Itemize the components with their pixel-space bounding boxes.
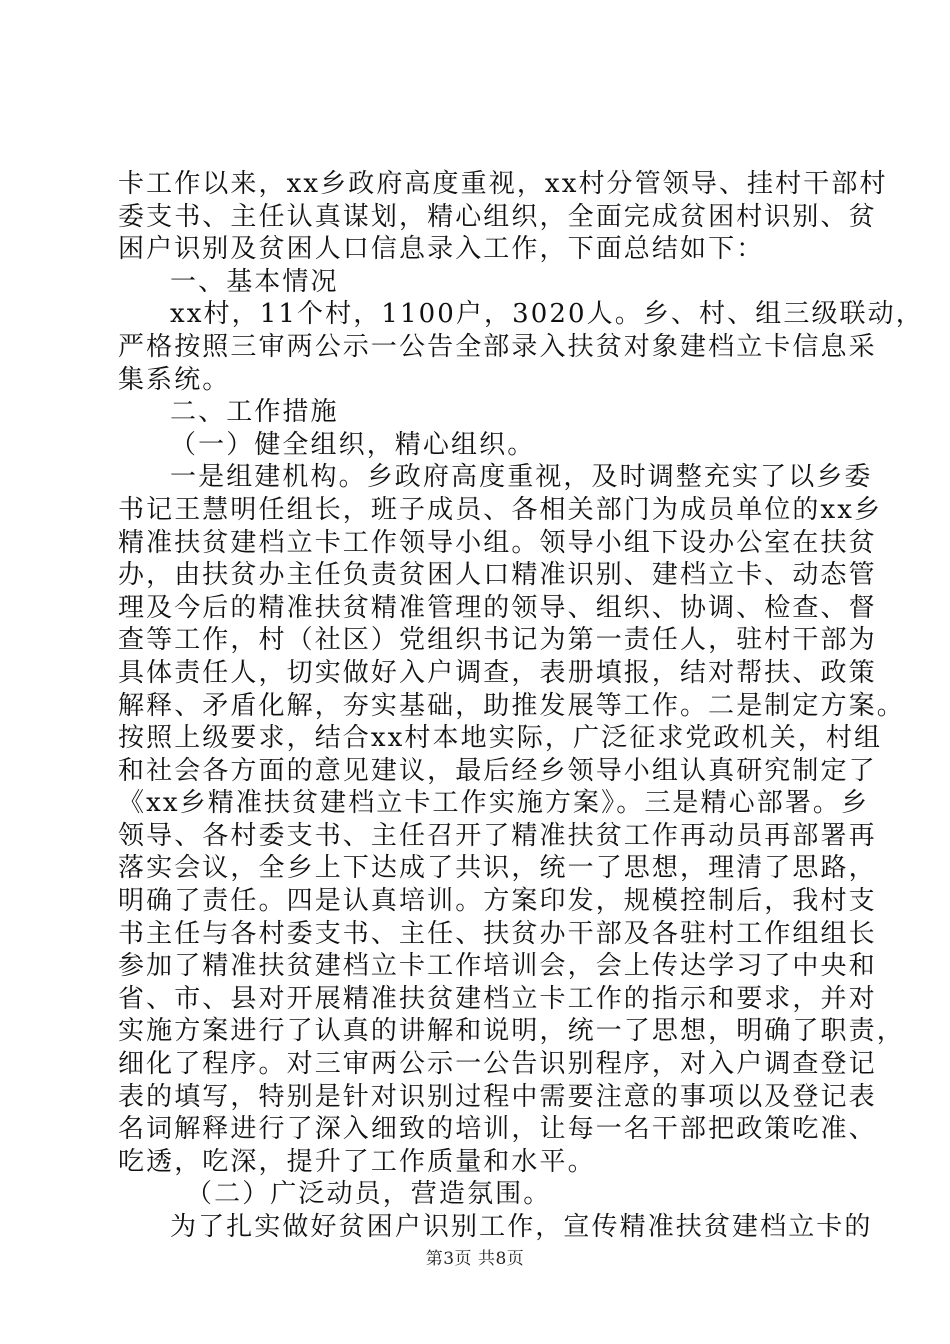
page-footer: 第3页 共8页 [425, 1249, 525, 1269]
body-line: 按照上级要求，结合xx村本地实际，广泛征求党政机关，村组 [118, 723, 883, 754]
body-line: 办，由扶贫办主任负责贫困人口精准识别、建档立卡、动态管 [118, 560, 877, 591]
body-line: 细化了程序。对三审两公示一公告识别程序，对入户调查登记 [118, 1049, 877, 1080]
body-line: 困户识别及贫困人口信息录入工作，下面总结如下： [118, 234, 765, 265]
body-line: 表的填写，特别是针对识别过程中需要注意的事项以及登记表 [118, 1081, 877, 1112]
body-line: 一、基本情况 [170, 266, 339, 297]
body-line: 领导、各村委支书、主任召开了精准扶贫工作再动员再部署再 [118, 820, 877, 851]
body-line: 省、市、县对开展精准扶贫建档立卡工作的指示和要求，并对 [118, 983, 877, 1014]
body-line: 《xx乡精准扶贫建档立卡工作实施方案》。三是精心部署。乡 [118, 788, 870, 819]
body-line: 书主任与各村委支书、主任、扶贫办干部及各驻村工作组组长 [118, 918, 877, 949]
body-line: xx村，11个村，1100户，3020人。乡、村、组三级联动， [170, 299, 924, 330]
body-line: 吃透，吃深，提升了工作质量和水平。 [118, 1146, 596, 1177]
body-line: 具体责任人，切实做好入户调查，表册填报，结对帮扶、政策 [118, 657, 877, 688]
body-line: 理及今后的精准扶贫精准管理的领导、组织、协调、检查、督 [118, 592, 877, 623]
body-line: 严格按照三审两公示一公告全部录入扶贫对象建档立卡信息采 [118, 331, 877, 362]
body-line: 查等工作，村（社区）党组织书记为第一责任人，驻村干部为 [118, 625, 877, 656]
body-line: 二、工作措施 [170, 397, 339, 428]
body-line: 明确了责任。四是认真培训。方案印发，规模控制后，我村支 [118, 886, 877, 917]
body-line: 卡工作以来，xx乡政府高度重视，xx村分管领导、挂村干部村 [118, 169, 888, 199]
body-line: 实施方案进行了认真的讲解和说明，统一了思想，明确了职责， [118, 1016, 905, 1047]
body-line: 和社会各方面的意见建议，最后经乡领导小组认真研究制定了 [118, 755, 877, 786]
body-line: 为了扎实做好贫困户识别工作，宣传精准扶贫建档立卡的 [170, 1212, 873, 1242]
body-line: 参加了精准扶贫建档立卡工作培训会，会上传达学习了中央和 [118, 951, 877, 982]
body-line: （一）健全组织，精心组织。 [170, 429, 536, 460]
body-line: 名词解释进行了深入细致的培训，让每一名干部把政策吃准、 [118, 1114, 877, 1145]
body-line: 集系统。 [118, 364, 231, 395]
body-line: 委支书、主任认真谋划，精心组织，全面完成贫困村识别、贫 [118, 201, 877, 232]
body-line: 一是组建机构。乡政府高度重视，及时调整充实了以乡委 [170, 462, 873, 493]
body-line: 解释、矛盾化解，夯实基础，助推发展等工作。二是制定方案。 [118, 690, 905, 721]
body-line: （二）广泛动员，营造氛围。 [186, 1179, 552, 1210]
body-line: 落实会议，全乡上下达成了共识，统一了思想，理清了思路， [118, 853, 877, 884]
body-line: 书记王慧明任组长，班子成员、各相关部门为成员单位的xx乡 [118, 494, 883, 525]
body-line: 精准扶贫建档立卡工作领导小组。领导小组下设办公室在扶贫 [118, 527, 877, 558]
document-body [118, 168, 924, 1244]
